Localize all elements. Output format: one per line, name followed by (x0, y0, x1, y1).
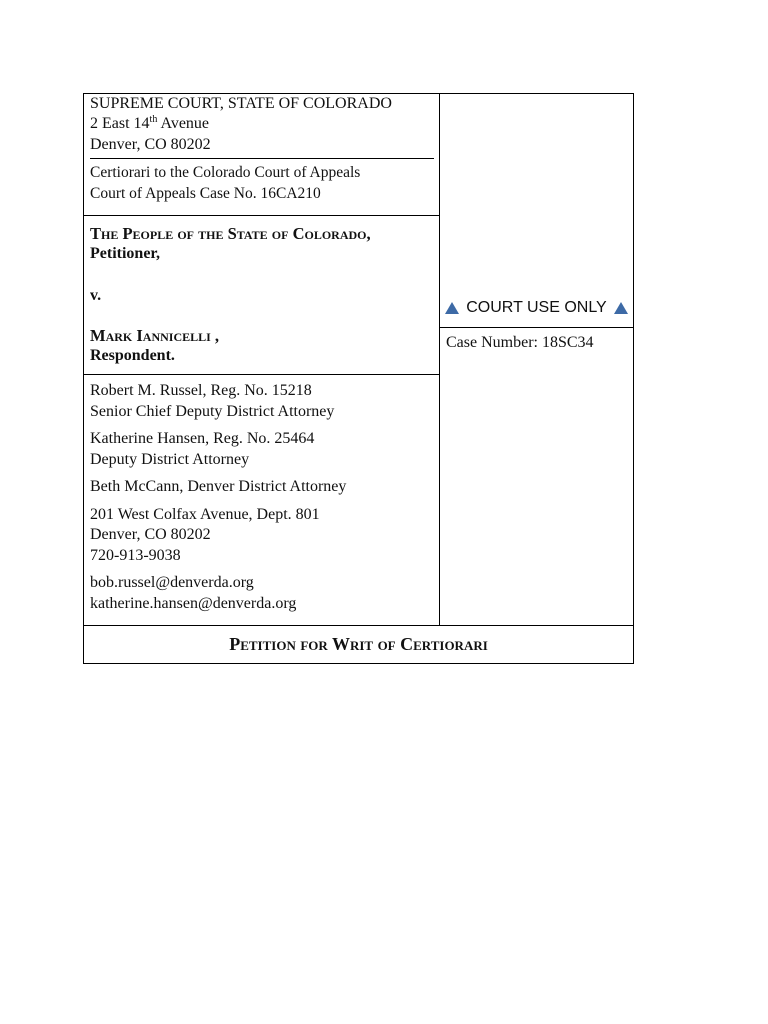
petitioner-role: Petitioner, (90, 245, 161, 262)
court-use-only (440, 289, 633, 328)
office-street: 201 West Colfax Avenue, Dept. 801 (90, 505, 320, 523)
attorney-2-title: Deputy District Attorney (90, 450, 250, 468)
attorney-1-title: Senior Chief Deputy District Attorney (90, 402, 335, 420)
court-block (84, 94, 439, 216)
court-city: Denver, CO 80202 (90, 136, 211, 153)
triangle-icon (614, 302, 628, 314)
certiorari-line: Certiorari to the Colorado Court of Appeals (90, 164, 361, 181)
court-name: SUPREME COURT, STATE OF COLORADO (90, 95, 392, 112)
court-street-prefix: 2 East 14 (90, 115, 150, 132)
court-street (90, 114, 209, 134)
court-use-label: COURT USE ONLY (466, 299, 607, 316)
appeals-case-line: Court of Appeals Case No. 16CA210 (90, 185, 321, 202)
email-2: katherine.hansen@denverda.org (90, 594, 297, 612)
court-street-sup: th (149, 114, 158, 125)
triangle-icon (445, 302, 459, 314)
respondent-role: Respondent. (90, 347, 175, 364)
petitioner-name: The People of the State of Colorado, (90, 224, 371, 243)
district-attorney: Beth McCann, Denver District Attorney (90, 478, 347, 495)
court-street-suffix: Avenue (157, 115, 210, 132)
office-phone: 720-913-9038 (90, 546, 181, 564)
respondent-name: Mark Iannicelli , (90, 326, 220, 345)
parties-block (84, 216, 439, 375)
email-1: bob.russel@denverda.org (90, 574, 254, 591)
office-city: Denver, CO 80202 (90, 526, 211, 543)
caption-left-column (84, 94, 440, 625)
certiorari-info (90, 162, 360, 204)
document-title: Petition for Writ of Certiorari (84, 625, 633, 663)
case-number: Case Number: 18SC34 (446, 334, 594, 351)
versus: v. (90, 287, 102, 304)
case-caption-box (83, 93, 634, 664)
attorney-1-name: Robert M. Russel, Reg. No. 15218 (90, 382, 312, 399)
attorneys-block (90, 381, 435, 614)
attorney-2-name: Katherine Hansen, Reg. No. 25464 (90, 430, 315, 447)
court-address (90, 94, 434, 159)
caption-right-column (440, 94, 635, 625)
